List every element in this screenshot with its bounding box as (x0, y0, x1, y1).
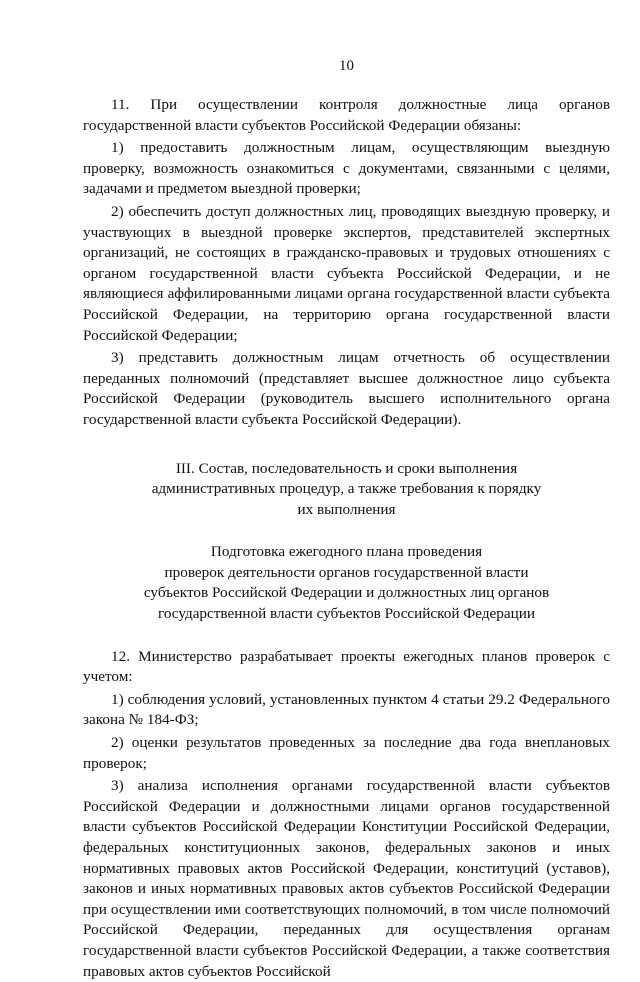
section-heading-line: административных процедур, а также требования к порядку (151, 480, 542, 498)
section-heading-line: III. Состав, последовательность и сроки выполнения (175, 459, 518, 477)
paragraph-12: 12. Министерство разрабатывает проекты ежегодных планов проверок с учетом: (83, 647, 610, 686)
paragraph-12-item-3: 3) анализа исполнения органами государственной власти субъектов Российской Федерации и должностными лицами органов государственной власти субъектов Российской Федерации Конституции Российской Федерации, федеральных конституционных законов, федеральных законов и иных нормативных правовых актов Российской Федерации, конституций (уставов), законов и иных нормативных правовых актов субъектов Российской Федерации при осуществлении ими соответствующих полномочий, в том числе полномочий Российской Федерации, переданных для осуществления органам государственной власти субъектов Российской Федерации, а также соответствия правовых актов субъектов Российской (83, 777, 610, 980)
paragraph-11: 11. При осуществлении контроля должностные лица органов государственной власти субъектов Российской Федерации обязаны: (83, 96, 610, 134)
subsection-heading-line: Подготовка ежегодного плана проведения (210, 543, 483, 561)
subsection-heading-line: субъектов Российской Федерации и должностных лиц органов (143, 584, 550, 602)
paragraph-11-item-2: 2) обеспечить доступ должностных лиц, проводящих выездную проверку, и участвующих в выездной проверке экспертов, представителей экспертных организаций, не состоящих в гражданско-правовых и трудовых отношениях с органом государственной власти субъекта Российской Федерации, и не являющиеся аффилированными лицами органа государственной власти субъекта Российской Федерации, на территорию органа государственной власти Российской Федерации; (83, 202, 610, 344)
subsection-heading-line: государственной власти субъектов Российской Федерации (157, 605, 536, 623)
page-number: 10 (339, 58, 354, 74)
subsection-heading-line: проверок деятельности органов государственной власти (164, 563, 529, 581)
subsection-heading (83, 542, 610, 624)
paragraph-11-item-1: 1) предоставить должностным лицам, осуществляющим выездную проверку, возможность ознакомиться с документами, связанными с целями, задачами и предметом выездной проверки; (83, 139, 610, 198)
paragraph-11-item-3: 3) представить должностным лицам отчетность об осуществлении переданных полномочий (представляет высшее должностное лицо субъекта Российской Федерации (руководитель высшего исполнительного органа государственной власти субъекта Российской Федерации). (83, 349, 610, 428)
paragraph-12-item-2: 2) оценки результатов проведенных за последние два года внеплановых проверок; (83, 734, 610, 772)
section-heading-line: их выполнения (297, 500, 396, 518)
paragraph-12-item-1: 1) соблюдения условий, установленных пунктом 4 статьи 29.2 Федерального закона № 184-ФЗ; (83, 690, 610, 729)
section-heading (83, 459, 610, 521)
